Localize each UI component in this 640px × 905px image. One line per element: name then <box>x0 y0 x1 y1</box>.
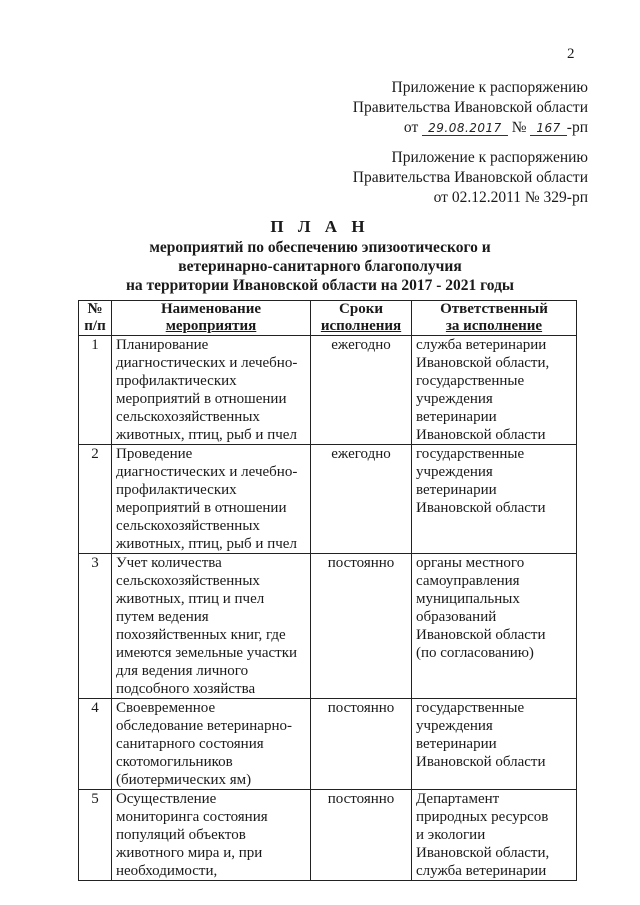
document-title <box>0 216 640 295</box>
header-responsible-line2: за исполнение <box>445 318 543 334</box>
table-row <box>79 554 577 699</box>
appendix-previous-line3: от 02.12.2011 № 329-рп <box>433 189 588 206</box>
row-activity-name: Планирование диагностических и лечебно- профилактических мероприятий в отношении сельскохозяйственных животных, птиц, рыб и пчел <box>112 336 311 445</box>
plan-table <box>78 300 577 881</box>
table-row <box>79 445 577 554</box>
header-number <box>79 301 112 336</box>
appendix-current <box>353 78 588 138</box>
row-responsible: Департамент природных ресурсов и экологии Ивановской области, служба ветеринарии <box>412 790 577 881</box>
row-term: постоянно <box>311 790 412 881</box>
appendix-previous-line2: Правительства Ивановской области <box>352 169 588 186</box>
from-prefix: от <box>403 119 419 136</box>
number-suffix: -рп <box>566 119 588 136</box>
row-activity-name: Своевременное обследование ветеринарно- санитарного состояния скотомогильников (биотермических ям) <box>112 699 311 790</box>
row-term: ежегодно <box>311 336 412 445</box>
row-activity-name: Учет количества сельскохозяйственных животных, птиц и пчел путем ведения похозяйственных книг, где имеются земельные участки для ведения личного подсобного хозяйства <box>112 554 311 699</box>
row-responsible: органы местного самоуправления муниципальных образований Ивановской области (по согласованию) <box>412 554 577 699</box>
title-line2: ветеринарно-санитарного благополучия <box>178 258 462 275</box>
row-term: постоянно <box>311 554 412 699</box>
header-term-line1: Сроки <box>339 301 383 317</box>
handwritten-number: 167 <box>530 121 566 136</box>
plan-heading: П Л А Н <box>270 217 370 236</box>
header-number-line1: № <box>87 301 103 317</box>
row-number: 1 <box>79 336 112 445</box>
header-responsible <box>412 301 577 336</box>
table-row <box>79 790 577 881</box>
header-term-line2: исполнения <box>320 318 402 334</box>
handwritten-date: 29.08.2017 <box>422 121 508 136</box>
number-prefix: № <box>511 119 527 136</box>
appendix-previous-line1: Приложение к распоряжению <box>391 149 588 166</box>
table-row <box>79 336 577 445</box>
appendix-current-line1: Приложение к распоряжению <box>391 79 588 96</box>
row-responsible: государственные учреждения ветеринарии Ивановской области <box>412 445 577 554</box>
title-line1: мероприятий по обеспечению эпизоотического и <box>149 239 491 256</box>
row-number: 4 <box>79 699 112 790</box>
header-name-line2: мероприятия <box>165 318 257 334</box>
row-number: 5 <box>79 790 112 881</box>
row-number: 3 <box>79 554 112 699</box>
header-name-line1: Наименование <box>161 301 261 317</box>
row-term: постоянно <box>311 699 412 790</box>
row-activity-name: Проведение диагностических и лечебно- профилактических мероприятий в отношении сельскохозяйственных животных, птиц, рыб и пчел <box>112 445 311 554</box>
header-name <box>112 301 311 336</box>
appendix-previous <box>353 148 588 208</box>
title-line3: на территории Ивановской области на 2017 - 2021 годы <box>125 277 515 294</box>
appendix-current-line2: Правительства Ивановской области <box>352 99 588 116</box>
page-number: 2 <box>567 46 575 62</box>
row-term: ежегодно <box>311 445 412 554</box>
row-responsible: служба ветеринарии Ивановской области, государственные учреждения ветеринарии Ивановской области <box>412 336 577 445</box>
header-term <box>311 301 412 336</box>
row-number: 2 <box>79 445 112 554</box>
row-activity-name: Осуществление мониторинга состояния популяций объектов животного мира и, при необходимости, <box>112 790 311 881</box>
appendix-current-line3 <box>353 118 588 138</box>
header-number-line2: п/п <box>84 318 106 334</box>
header-responsible-line1: Ответственный <box>440 301 548 317</box>
row-responsible: государственные учреждения ветеринарии Ивановской области <box>412 699 577 790</box>
table-header-row <box>79 301 577 336</box>
table-row <box>79 699 577 790</box>
